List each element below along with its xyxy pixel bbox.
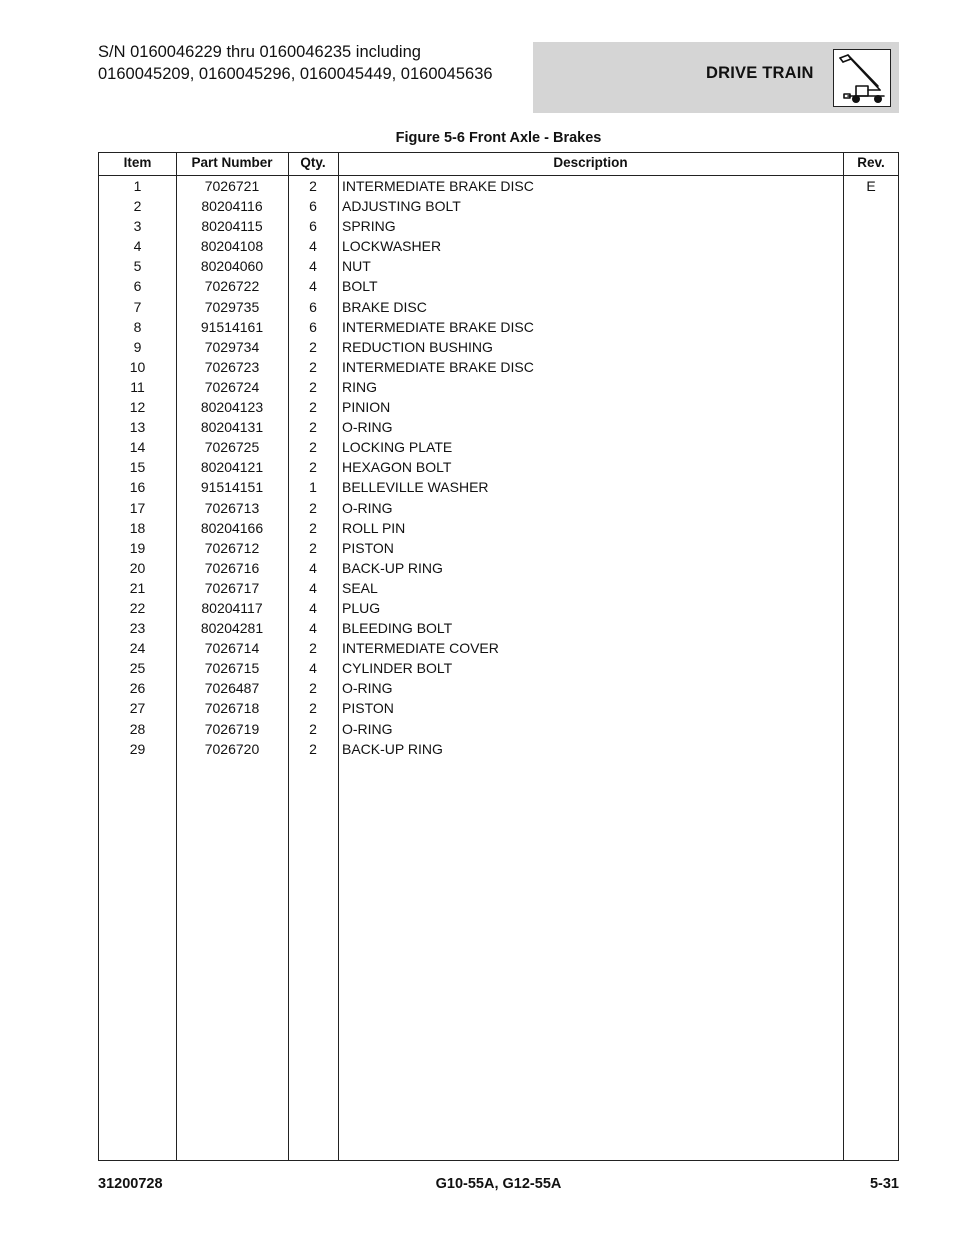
description-cell: REDUCTION BUSHING bbox=[342, 338, 493, 355]
qty-cell: 4 bbox=[309, 620, 317, 637]
part-number-cell: 80204123 bbox=[200, 399, 264, 416]
item-cell: 24 bbox=[129, 640, 146, 657]
table-row bbox=[99, 256, 898, 276]
part-number-cell: 7026487 bbox=[204, 680, 260, 697]
table-row bbox=[99, 638, 898, 658]
item-cell: 23 bbox=[129, 620, 146, 637]
description-cell: O-RING bbox=[342, 499, 393, 516]
qty-cell: 2 bbox=[309, 680, 317, 697]
parts-rows bbox=[99, 176, 898, 759]
header-rev: Rev. bbox=[857, 155, 885, 170]
header-item: Item bbox=[123, 155, 152, 170]
description-cell: PISTON bbox=[342, 539, 394, 556]
part-number-cell: 7026714 bbox=[204, 640, 260, 657]
qty-cell: 2 bbox=[309, 740, 317, 757]
header-description: Description bbox=[553, 155, 628, 170]
item-cell: 9 bbox=[133, 338, 142, 355]
description-cell: O-RING bbox=[342, 419, 393, 436]
item-cell: 20 bbox=[129, 559, 146, 576]
part-number-cell: 7029735 bbox=[204, 298, 260, 315]
qty-cell: 4 bbox=[309, 599, 317, 616]
description-cell: SEAL bbox=[342, 579, 378, 596]
table-row bbox=[99, 678, 898, 698]
qty-cell: 6 bbox=[309, 198, 317, 215]
description-cell: BRAKE DISC bbox=[342, 298, 427, 315]
item-cell: 2 bbox=[133, 198, 142, 215]
serial-number-range bbox=[98, 41, 528, 85]
table-row bbox=[99, 457, 898, 477]
item-cell: 25 bbox=[129, 660, 146, 677]
item-cell: 1 bbox=[133, 178, 142, 194]
item-cell: 29 bbox=[129, 740, 146, 757]
part-number-cell: 80204166 bbox=[200, 519, 264, 536]
description-cell: NUT bbox=[342, 258, 371, 275]
description-cell: BACK-UP RING bbox=[342, 559, 443, 576]
table-row bbox=[99, 317, 898, 337]
header-qty: Qty. bbox=[300, 155, 326, 170]
part-number-cell: 91514161 bbox=[200, 318, 264, 335]
qty-cell: 2 bbox=[309, 358, 317, 375]
item-cell: 26 bbox=[129, 680, 146, 697]
qty-cell: 4 bbox=[309, 660, 317, 677]
item-cell: 10 bbox=[129, 358, 146, 375]
qty-cell: 6 bbox=[309, 298, 317, 315]
part-number-cell: 80204281 bbox=[200, 620, 264, 637]
qty-cell: 2 bbox=[309, 419, 317, 436]
qty-cell: 2 bbox=[309, 519, 317, 536]
table-row bbox=[99, 558, 898, 578]
part-number-cell: 7026722 bbox=[204, 278, 260, 295]
table-row bbox=[99, 297, 898, 317]
qty-cell: 6 bbox=[309, 318, 317, 335]
part-number-cell: 80204121 bbox=[200, 459, 264, 476]
section-header bbox=[533, 42, 899, 113]
table-row bbox=[99, 598, 898, 618]
qty-cell: 2 bbox=[309, 499, 317, 516]
table-row bbox=[99, 739, 898, 759]
part-number-cell: 7026720 bbox=[204, 740, 260, 757]
table-row bbox=[99, 417, 898, 437]
part-number-cell: 80204117 bbox=[201, 599, 263, 616]
item-cell: 12 bbox=[129, 399, 146, 416]
rev-cell: E bbox=[866, 178, 876, 194]
description-cell: BELLEVILLE WASHER bbox=[342, 479, 489, 496]
item-cell: 3 bbox=[133, 218, 142, 235]
qty-cell: 4 bbox=[309, 238, 317, 255]
part-number-cell: 7026721 bbox=[204, 178, 260, 194]
part-number-cell: 7026719 bbox=[204, 720, 260, 737]
table-row bbox=[99, 176, 898, 196]
description-cell: O-RING bbox=[342, 720, 393, 737]
item-cell: 4 bbox=[133, 238, 142, 255]
item-cell: 5 bbox=[133, 258, 142, 275]
item-cell: 17 bbox=[129, 499, 146, 516]
table-row bbox=[99, 498, 898, 518]
item-cell: 14 bbox=[129, 439, 146, 456]
part-number-cell: 7026724 bbox=[204, 378, 260, 395]
qty-cell: 4 bbox=[309, 579, 317, 596]
part-number-cell: 7026723 bbox=[204, 358, 260, 375]
part-number-cell: 80204060 bbox=[200, 258, 264, 275]
part-number-cell: 80204116 bbox=[201, 198, 263, 215]
item-cell: 11 bbox=[130, 378, 145, 395]
item-cell: 13 bbox=[129, 419, 146, 436]
item-cell: 6 bbox=[133, 278, 142, 295]
part-number-cell: 7029734 bbox=[204, 338, 260, 355]
part-number-cell: 91514151 bbox=[200, 479, 264, 496]
part-number-cell: 7026716 bbox=[204, 559, 260, 576]
qty-cell: 2 bbox=[309, 720, 317, 737]
part-number-cell: 80204115 bbox=[201, 218, 263, 235]
part-number-cell: 7026715 bbox=[204, 660, 260, 677]
description-cell: INTERMEDIATE COVER bbox=[342, 640, 499, 657]
table-row bbox=[99, 437, 898, 457]
item-cell: 21 bbox=[129, 579, 146, 596]
description-cell: PLUG bbox=[342, 599, 381, 616]
document-number: 31200728 bbox=[98, 1176, 163, 1192]
item-cell: 15 bbox=[129, 459, 146, 476]
qty-cell: 1 bbox=[309, 479, 317, 496]
table-row bbox=[99, 337, 898, 357]
description-cell: INTERMEDIATE BRAKE DISC bbox=[342, 318, 534, 335]
qty-cell: 6 bbox=[309, 218, 317, 235]
part-number-cell: 7026718 bbox=[204, 700, 260, 717]
item-cell: 16 bbox=[129, 479, 146, 496]
section-title: DRIVE TRAIN bbox=[706, 64, 814, 82]
table-row bbox=[99, 477, 898, 497]
description-cell: INTERMEDIATE BRAKE DISC bbox=[342, 178, 534, 194]
table-row bbox=[99, 216, 898, 236]
qty-cell: 4 bbox=[309, 258, 317, 275]
table-row bbox=[99, 658, 898, 678]
table-row bbox=[99, 196, 898, 216]
item-cell: 28 bbox=[129, 720, 146, 737]
table-row bbox=[99, 578, 898, 598]
qty-cell: 2 bbox=[309, 178, 317, 194]
description-cell: SPRING bbox=[342, 218, 396, 235]
table-row bbox=[99, 236, 898, 256]
description-cell: RING bbox=[342, 378, 377, 395]
table-row bbox=[99, 276, 898, 296]
description-cell: CYLINDER BOLT bbox=[342, 660, 453, 677]
item-cell: 8 bbox=[133, 318, 142, 335]
description-cell: HEXAGON BOLT bbox=[342, 459, 452, 476]
qty-cell: 2 bbox=[309, 459, 317, 476]
item-cell: 22 bbox=[129, 599, 146, 616]
description-cell: INTERMEDIATE BRAKE DISC bbox=[342, 358, 534, 375]
item-cell: 19 bbox=[129, 539, 146, 556]
description-cell: BACK-UP RING bbox=[342, 740, 443, 757]
qty-cell: 4 bbox=[309, 559, 317, 576]
item-cell: 7 bbox=[133, 298, 142, 315]
qty-cell: 2 bbox=[309, 439, 317, 456]
part-number-cell: 7026717 bbox=[204, 579, 260, 596]
qty-cell: 2 bbox=[309, 378, 317, 395]
part-number-cell: 7026725 bbox=[204, 439, 260, 456]
part-number-cell: 7026713 bbox=[204, 499, 260, 516]
description-cell: ADJUSTING BOLT bbox=[342, 198, 461, 215]
table-row bbox=[99, 618, 898, 638]
qty-cell: 2 bbox=[309, 399, 317, 416]
telehandler-icon bbox=[833, 49, 891, 107]
table-row bbox=[99, 357, 898, 377]
description-cell: LOCKING PLATE bbox=[342, 439, 453, 456]
header-part-number: Part Number bbox=[191, 155, 273, 170]
item-cell: 27 bbox=[129, 700, 146, 717]
description-cell: ROLL PIN bbox=[342, 519, 406, 536]
qty-cell: 2 bbox=[309, 338, 317, 355]
description-cell: PINION bbox=[342, 399, 391, 416]
part-number-cell: 7026712 bbox=[204, 539, 260, 556]
figure-title: Figure 5-6 Front Axle - Brakes bbox=[395, 130, 602, 146]
item-cell: 18 bbox=[129, 519, 146, 536]
description-cell: PISTON bbox=[342, 700, 394, 717]
qty-cell: 2 bbox=[309, 700, 317, 717]
table-row bbox=[99, 698, 898, 718]
table-row bbox=[99, 719, 898, 739]
table-row bbox=[99, 518, 898, 538]
model-numbers: G10-55A, G12-55A bbox=[435, 1176, 562, 1192]
parts-table bbox=[98, 152, 899, 1161]
serial-line-2: 0160045209, 0160045296, 0160045449, 0160045636 bbox=[98, 65, 493, 83]
part-number-cell: 80204108 bbox=[200, 238, 264, 255]
description-cell: O-RING bbox=[342, 680, 393, 697]
qty-cell: 4 bbox=[309, 278, 317, 295]
serial-line-1: S/N 0160046229 thru 0160046235 including bbox=[98, 43, 421, 61]
part-number-cell: 80204131 bbox=[200, 419, 264, 436]
description-cell: BLEEDING BOLT bbox=[342, 620, 453, 637]
page-number: 5-31 bbox=[869, 1176, 899, 1192]
description-cell: BOLT bbox=[342, 278, 378, 295]
table-row bbox=[99, 377, 898, 397]
qty-cell: 2 bbox=[309, 539, 317, 556]
table-row bbox=[99, 397, 898, 417]
table-row bbox=[99, 538, 898, 558]
description-cell: LOCKWASHER bbox=[342, 238, 442, 255]
qty-cell: 2 bbox=[309, 640, 317, 657]
